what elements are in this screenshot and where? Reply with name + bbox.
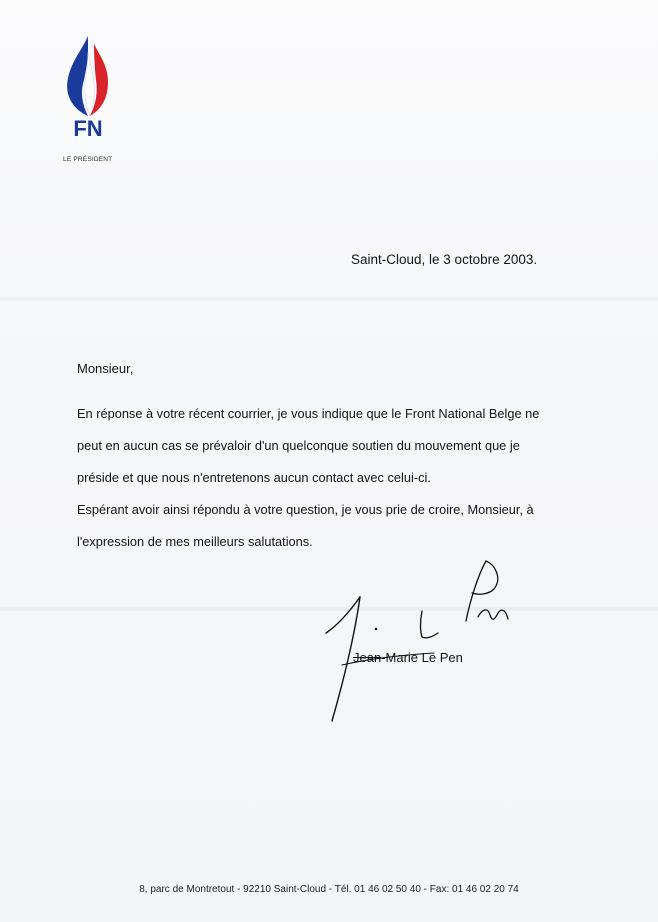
president-caption: LE PRÉSIDENT — [63, 156, 113, 163]
letter-date: Saint-Cloud, le 3 octobre 2003. — [351, 252, 538, 267]
letter-body — [77, 398, 557, 558]
flame-blue-icon — [67, 36, 88, 116]
signer-first-name: Jean — [353, 650, 382, 665]
body-line: Espérant avoir ainsi répondu à votre question, je vous prie de croire, Monsieur, à — [77, 502, 534, 517]
body-line: préside et que nous n'entretenons aucun contact avec celui-ci. — [77, 470, 431, 485]
logo-text: FN — [73, 116, 103, 141]
handwritten-signature — [318, 555, 518, 725]
body-line: En réponse à votre récent courrier, je vous indique que le Front National Belge ne — [77, 406, 540, 421]
body-line: peut en aucun cas se prévaloir d'un quelconque soutien du mouvement que je — [77, 438, 520, 453]
signer-name — [353, 650, 463, 665]
body-line: l'expression de mes meilleurs salutations. — [77, 534, 313, 549]
signer-rest-name: -Marie Le Pen — [381, 650, 463, 665]
paper-fold — [0, 296, 658, 302]
address-footer: 8, parc de Montretout - 92210 Saint-Cloud - Tél. 01 46 02 50 40 - Fax: 01 46 02 20 74 — [139, 884, 519, 895]
salutation: Monsieur, — [77, 361, 134, 376]
